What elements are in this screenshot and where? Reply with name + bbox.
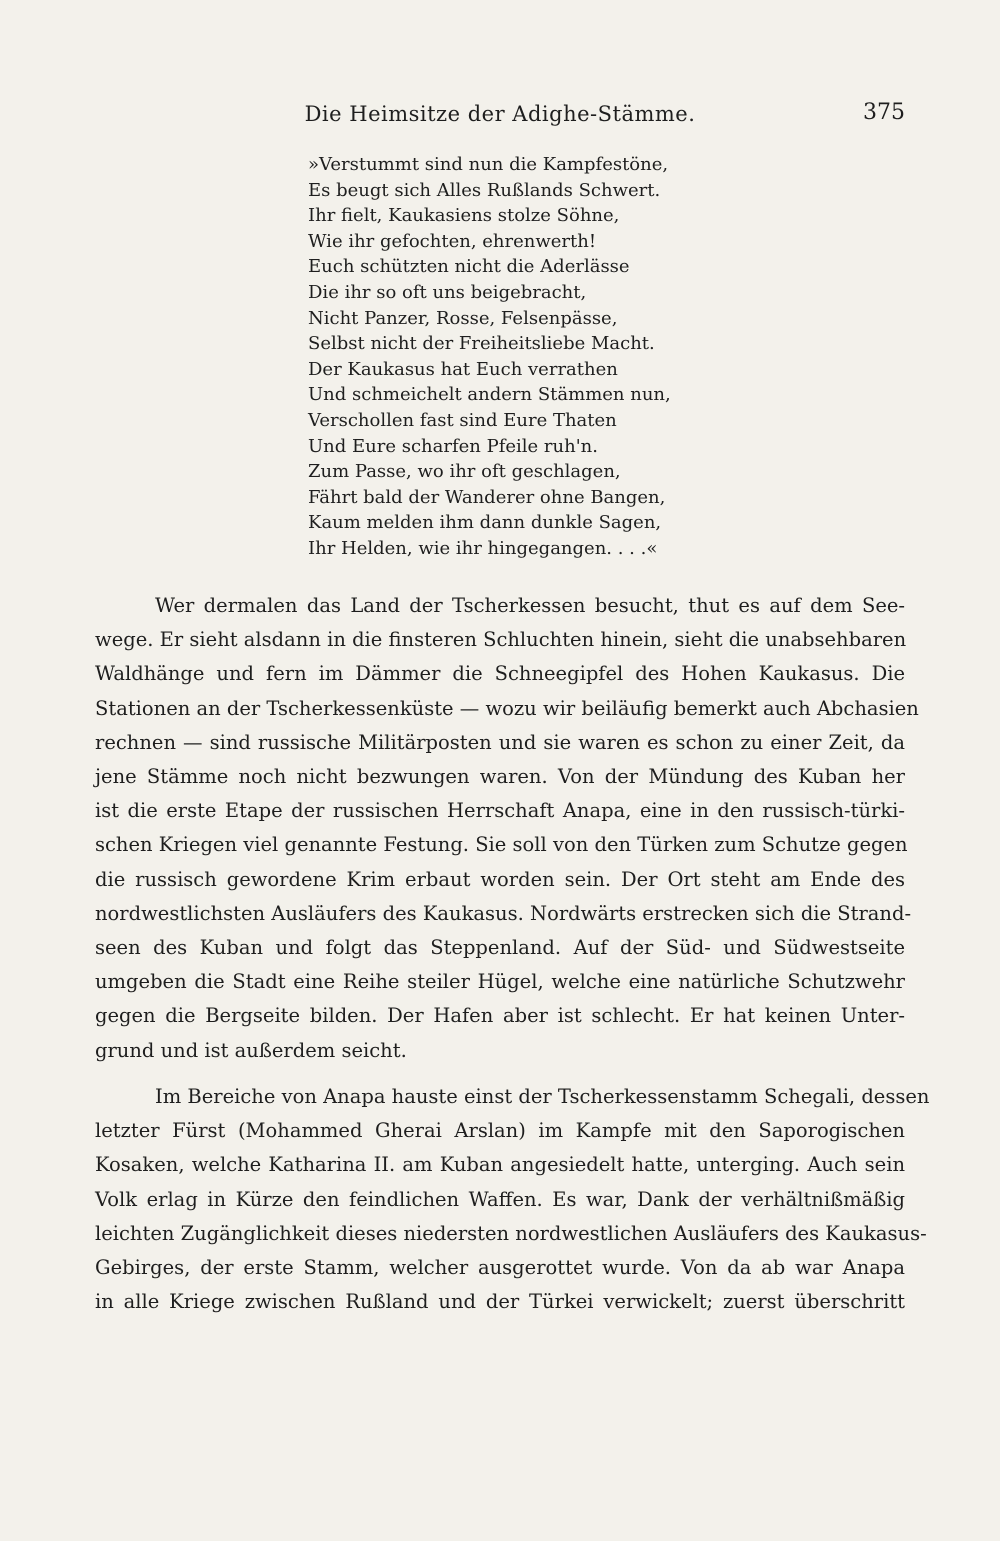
- text-line: Waldhänge und fern im Dämmer die Schneegipfel des Hohen Kaukasus. Die: [95, 662, 905, 686]
- poem-line: Fährt bald der Wanderer ohne Bangen,: [308, 486, 666, 508]
- text-line: wege. Er sieht alsdann in die finsteren Schluchten hinein, sieht die unabsehbaren: [95, 628, 907, 652]
- poem-line: Nicht Panzer, Rosse, Felsenpässe,: [308, 307, 618, 329]
- text-line: Kosaken, welche Katharina II. am Kuban angesiedelt hatte, unterging. Auch sein: [95, 1153, 905, 1177]
- text-line: grund und ist außerdem seicht.: [95, 1038, 407, 1062]
- text-line: schen Kriegen viel genannte Festung. Sie soll von den Türken zum Schutze gegen: [95, 833, 908, 857]
- text-line: seen des Kuban und folgt das Steppenland. Auf der Süd- und Südwestseite: [95, 936, 905, 960]
- text-line: die russisch gewordene Krim erbaut worden sein. Der Ort steht am Ende des: [95, 867, 905, 891]
- text-line: rechnen — sind russische Militärposten und sie waren es schon zu einer Zeit, da: [95, 730, 905, 754]
- poem: [308, 152, 708, 562]
- poem-line: Der Kaukasus hat Euch verrathen: [308, 358, 618, 380]
- text-line: Gebirges, der erste Stamm, welcher ausgerottet wurde. Von da ab war Anapa: [95, 1256, 905, 1280]
- text-line: in alle Kriege zwischen Rußland und der Türkei verwickelt; zuerst überschritt: [95, 1290, 905, 1314]
- paragraph-1: [95, 589, 919, 1068]
- poem-line: »Verstummt sind nun die Kampfestöne,: [308, 154, 669, 175]
- text-line: Stationen an der Tscherkessenküste — wozu wir beiläufig bemerkt auch Abchasien: [95, 696, 919, 720]
- running-title: Die Heimsitze der Adighe-Stämme.: [304, 102, 696, 126]
- text-line: gegen die Bergseite bilden. Der Hafen aber ist schlecht. Er hat keinen Unter-: [95, 1004, 905, 1028]
- text-line: ist die erste Etape der russischen Herrschaft Anapa, eine in den russisch-türki-: [95, 799, 905, 823]
- poem-line: Wie ihr gefochten, ehrenwerth!: [308, 230, 597, 252]
- poem-line: Selbst nicht der Freiheitsliebe Macht.: [308, 333, 655, 355]
- text-line: Im Bereiche von Anapa hauste einst der Tscherkessenstamm Schegali, dessen: [155, 1085, 930, 1108]
- page-header: [95, 100, 905, 134]
- text-line: Wer dermalen das Land der Tscherkessen besucht, thut es auf dem See-: [155, 594, 905, 617]
- poem-line: Verschollen fast sind Eure Thaten: [308, 409, 617, 431]
- poem-line: Es beugt sich Alles Rußlands Schwert.: [308, 179, 661, 201]
- text-line: nordwestlichsten Ausläufers des Kaukasus. Nordwärts erstrecken sich die Strand-: [95, 901, 912, 925]
- paragraph-2: [95, 1080, 930, 1319]
- poem-line: Die ihr so oft uns beigebracht,: [308, 281, 587, 303]
- page-number: 375: [863, 100, 905, 125]
- poem-line: Ihr Helden, wie ihr hingegangen. . . .«: [308, 537, 658, 559]
- poem-line: Zum Passe, wo ihr oft geschlagen,: [308, 461, 621, 483]
- poem-line: Euch schützten nicht die Aderlässe: [308, 256, 630, 278]
- text-line: jene Stämme noch nicht bezwungen waren. Von der Mündung des Kuban her: [95, 765, 905, 789]
- poem-line: Kaum melden ihm dann dunkle Sagen,: [308, 512, 662, 534]
- poem-line: Und schmeichelt andern Stämmen nun,: [308, 384, 671, 406]
- poem-line: Und Eure scharfen Pfeile ruh'n.: [308, 435, 598, 457]
- text-line: umgeben die Stadt eine Reihe steiler Hügel, welche eine natürliche Schutzwehr: [95, 970, 905, 994]
- text-line: leichten Zugänglichkeit dieses niedersten nordwestlichen Ausläufers des Kaukasus-: [95, 1221, 927, 1245]
- poem-line: Ihr fielt, Kaukasiens stolze Söhne,: [308, 205, 620, 227]
- text-line: Volk erlag in Kürze den feindlichen Waffen. Es war, Dank der verhältnißmäßig: [95, 1187, 905, 1211]
- text-line: letzter Fürst (Mohammed Gherai Arslan) im Kampfe mit den Saporogischen: [95, 1119, 905, 1143]
